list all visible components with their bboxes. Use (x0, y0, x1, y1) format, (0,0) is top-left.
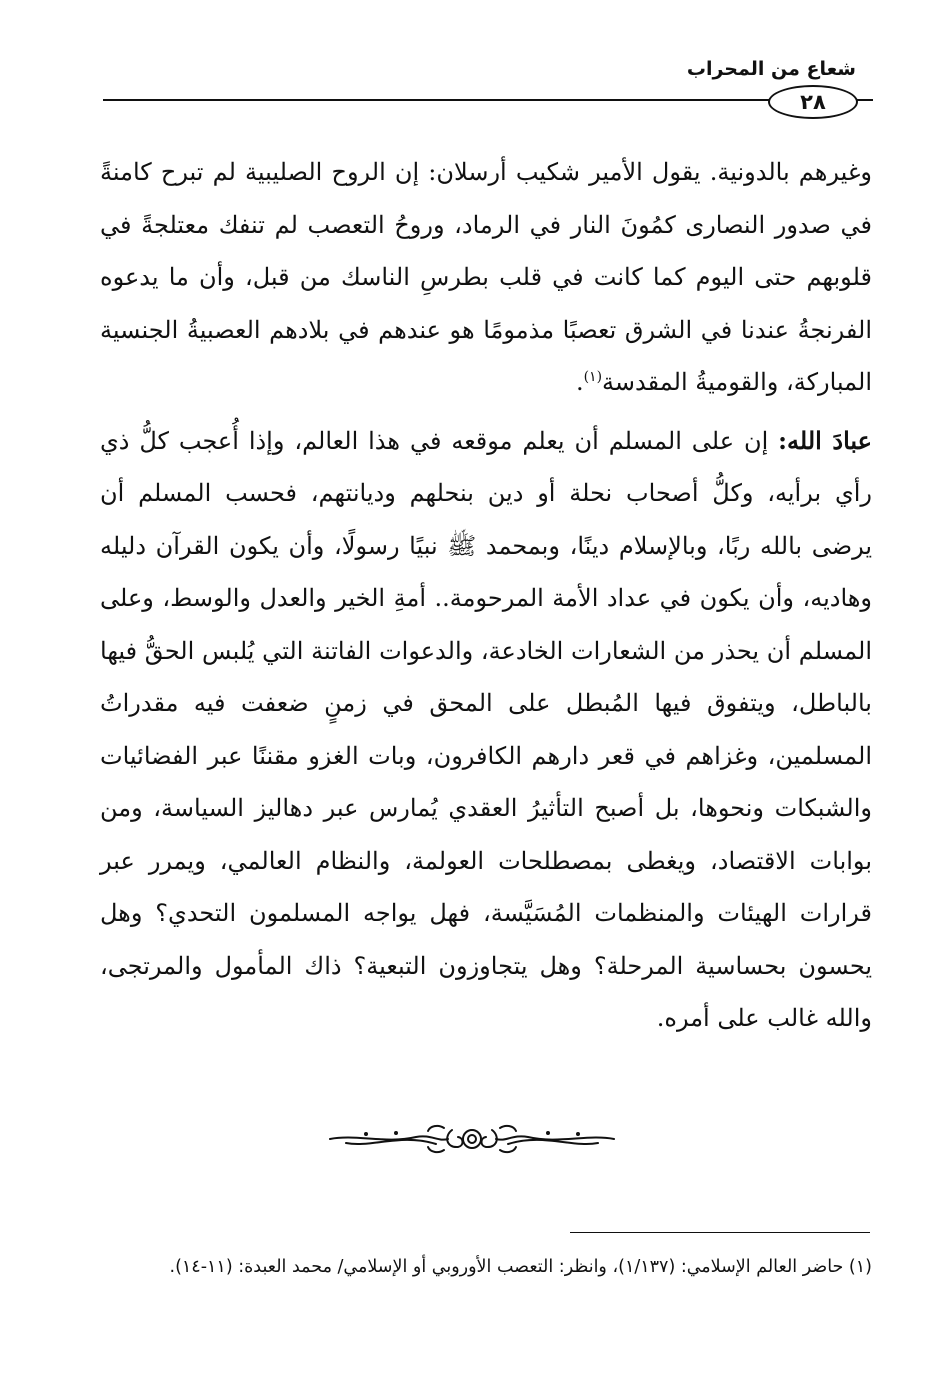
decorative-divider-icon (326, 1122, 618, 1156)
footnote-reference[interactable]: (١) (583, 369, 603, 385)
paragraph-2 (100, 415, 872, 1045)
paragraph-1 (100, 146, 872, 409)
header-rule (103, 99, 873, 101)
paragraph-2-lead: عبادَ الله: (778, 425, 872, 455)
paragraph-1-end: . (575, 368, 584, 396)
paragraph-1-text: وغيرهم بالدونية. يقول الأمير شكيب أرسلان: إن الروح الصليبية لم تبرح كامنةً في صدور النصارى كمُونَ النار في الرماد، وروحُ التعصب لم تنفك معتلجةً في قلوبهم حتى اليوم كما كانت في قلب بطرسِ الناسك من قبل، وأن ما يدعوه الفرنجةُ عندنا في الشرق تعصبًا مذمومًا هو عندهم في بلادهم العصبيةُ الجنسية المباركة، والقوميةُ المقدسة (100, 158, 873, 396)
main-text (100, 146, 872, 1045)
paragraph-2-text: إن على المسلم أن يعلم موقعه في هذا العالم، وإذا أُعجب كلُّ ذي رأي برأيه، وكلُّ أصحاب نحلة أو دين بنحلهم وديانتهم، فحسب المسلم أن يرضى بالله ربًا، وبالإسلام دينًا، وبمحمد ﷺ نبيًا رسولًا، وأن يكون القرآن دليله وهاديه، وأن يكون في عداد الأمة المرحومة.. أمةِ الخير والعدل والوسط، وعلى المسلم أن يحذر من الشعارات الخادعة، والدعوات الفاتنة التي يُلبس الحقُّ فيها بالباطل، ويتفوق فيها المُبطل على المحق في زمنٍ ضعفت فيه مقدراتُ المسلمين، وغزاهم في قعر دارهم الكافرون، وبات الغزو مقننًا عبر الفضائيات والشبكات ونحوها، بل أصبح التأثيرُ العقدي يُمارس عبر دهاليز السياسة، ومن بوابات الاقتصاد، ويغطى بمصطلحات العولمة، والنظام العالمي، ويمرر عبر قرارات الهيئات والمنظمات المُسَيَّسة، فهل يواجه المسلمون التحدي؟ وهل يحسون بحساسية المرحلة؟ وهل يتجاوزون التبعية؟ ذاك المأمول والمرتجى، والله غالب على أمره. (100, 426, 872, 1032)
running-header-title: شعاع من المحراب (686, 58, 856, 80)
page-number-badge: ٢٨ (768, 85, 858, 119)
footnote-1: (١) حاضر العالم الإسلامي: (١/١٣٧)، وانظر: التعصب الأوروبي أو الإسلامي/ محمد العبدة: (١١-١٤). (169, 1257, 872, 1277)
footnote-rule (570, 1232, 870, 1233)
